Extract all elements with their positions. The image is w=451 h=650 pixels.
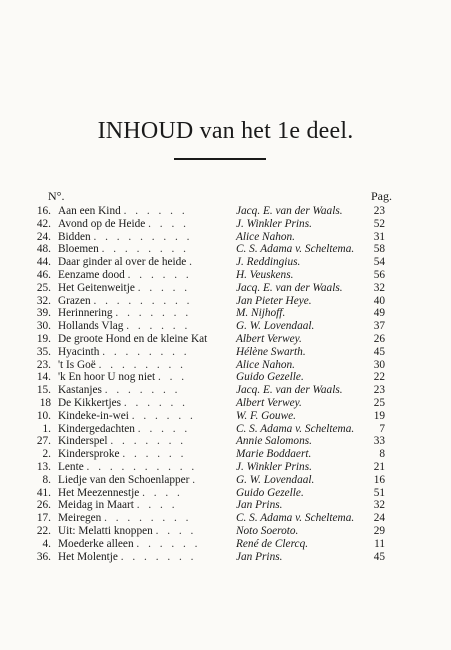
- entry-title: Bidden: [58, 230, 91, 243]
- entry-number: 26.: [36, 499, 51, 512]
- entry-page: 19: [373, 409, 385, 422]
- entry-number: 32.: [36, 294, 51, 307]
- entry-number: 30.: [36, 320, 51, 333]
- entry-page: 51: [373, 486, 385, 499]
- entry-author: Jan Prins.: [236, 550, 283, 563]
- toc-entry: [0, 243, 451, 256]
- entry-author: Hélène Swarth.: [236, 345, 306, 358]
- dot-leader: . . . . . . . .: [102, 345, 190, 358]
- dot-leader: . . . . . .: [131, 409, 196, 422]
- entry-number: 8.: [42, 473, 51, 486]
- entry-title-cell: [58, 538, 233, 551]
- toc-entry: [0, 448, 451, 461]
- entry-number: 24.: [36, 230, 51, 243]
- entry-title-cell: [58, 295, 233, 308]
- entry-author: Alice Nahon.: [236, 230, 295, 243]
- entry-title: Herinnering: [58, 307, 113, 320]
- entry-author: Guido Gezelle.: [236, 371, 304, 384]
- entry-number: 46.: [36, 268, 51, 281]
- entry-author: W. F. Gouwe.: [236, 409, 296, 422]
- entry-author: C. S. Adama v. Scheltema.: [236, 512, 355, 525]
- page-title: INHOUD van het 1e deel.: [97, 118, 354, 144]
- toc-entry: [0, 410, 451, 423]
- toc-entry: [0, 359, 451, 372]
- entry-page: 54: [373, 256, 385, 269]
- dot-leader: . . . . . . .: [120, 550, 197, 563]
- toc-entry: [0, 512, 451, 525]
- entry-author: Jacq. E. van der Waals.: [236, 281, 343, 294]
- entry-title: Kastanjes: [58, 384, 102, 397]
- entry-author: H. Veuskens.: [236, 268, 294, 281]
- entry-page: 32: [373, 499, 385, 512]
- entry-page: 25: [373, 396, 385, 409]
- entry-number: 23.: [36, 358, 51, 371]
- entry-author: C. S. Adama v. Scheltema.: [236, 422, 355, 435]
- entry-title: 'k En hoor U nog niet: [58, 371, 156, 384]
- entry-title-cell: [58, 384, 233, 397]
- entry-author: J. Winkler Prins.: [236, 217, 312, 230]
- dot-leader: . . . . . . . . . .: [86, 460, 198, 473]
- entry-title: Liedje van den Schoenlapper: [58, 473, 190, 486]
- toc-entry: [0, 218, 451, 231]
- dot-leader: . . . . . . . . .: [93, 230, 193, 243]
- dot-leader: . . . . . . . .: [101, 243, 189, 256]
- entry-author: Guido Gezelle.: [236, 486, 304, 499]
- title-rule: [174, 158, 266, 160]
- toc-entry: [0, 333, 451, 346]
- entry-author: René de Clercq.: [236, 537, 309, 550]
- entry-number: 39.: [36, 307, 51, 320]
- entry-title: Avond op de Heide: [58, 217, 146, 230]
- entry-title-cell: [58, 205, 233, 218]
- entry-page: 45: [373, 550, 385, 563]
- entry-author: Marie Boddaert.: [236, 448, 312, 461]
- table-of-contents: [0, 205, 451, 563]
- page-column-header: Pag.: [371, 189, 392, 203]
- entry-title-cell: [58, 307, 233, 320]
- entry-title-cell: [58, 243, 233, 256]
- entry-page: 29: [373, 524, 385, 537]
- entry-page: 31: [373, 230, 385, 243]
- toc-entry: [0, 474, 451, 487]
- dot-leader: .: [189, 256, 195, 269]
- entry-page: 52: [373, 217, 385, 230]
- entry-title: Daar ginder al over de heide: [58, 256, 187, 269]
- entry-author: G. W. Lovendaal.: [236, 320, 315, 333]
- entry-title-cell: [58, 423, 233, 436]
- entry-title-cell: [58, 525, 233, 538]
- entry-page: 33: [373, 435, 385, 448]
- entry-title: 't Is Goë: [58, 358, 96, 371]
- entry-page: 24: [373, 512, 385, 525]
- entry-title-cell: [58, 448, 233, 461]
- entry-number: 27.: [36, 435, 51, 448]
- entry-number: 15.: [36, 384, 51, 397]
- toc-entry: [0, 384, 451, 397]
- entry-author: C. S. Adama v. Scheltema.: [236, 243, 355, 256]
- toc-entry: [0, 205, 451, 218]
- toc-entry: [0, 231, 451, 244]
- entry-title: De Kikkertjes: [58, 396, 122, 409]
- toc-entry: [0, 461, 451, 474]
- entry-page: 32: [373, 281, 385, 294]
- entry-title-cell: [58, 474, 233, 487]
- entry-title: Meiregen: [58, 512, 102, 525]
- entry-number: 22.: [36, 524, 51, 537]
- dot-leader: .: [192, 473, 199, 486]
- entry-title-cell: [58, 359, 233, 372]
- toc-entry: [0, 346, 451, 359]
- entry-page: 30: [373, 358, 385, 371]
- entry-author: M. Nijhoff.: [236, 307, 286, 320]
- entry-author: Jacq. E. van der Waals.: [236, 205, 343, 217]
- entry-title-cell: [58, 551, 233, 564]
- entry-page: 16: [373, 473, 385, 486]
- dot-leader: . . . .: [136, 499, 178, 512]
- dot-leader: . . . . . . . .: [98, 358, 187, 371]
- entry-number: 17.: [36, 512, 51, 525]
- entry-title: Het Geitenweitje: [58, 281, 135, 294]
- entry-title: Aan een Kind: [58, 205, 121, 217]
- dot-leader: . . . . . .: [123, 396, 188, 409]
- dot-leader: . . . . . . .: [110, 435, 187, 448]
- toc-entry: [0, 435, 451, 448]
- entry-number: 10.: [36, 409, 51, 422]
- entry-page: 49: [373, 307, 385, 320]
- toc-entry: [0, 371, 451, 384]
- dot-leader: . . . . . .: [136, 537, 201, 550]
- entry-title-cell: [58, 435, 233, 448]
- entry-title: Kindergedachten: [58, 422, 135, 435]
- entry-author: Albert Verwey.: [236, 332, 302, 345]
- toc-entry: [0, 256, 451, 269]
- toc-entry: [0, 525, 451, 538]
- entry-page: 23: [373, 205, 385, 217]
- dot-leader: . . . .: [155, 524, 197, 537]
- entry-title: De groote Hond en de kleine Kat: [58, 332, 208, 345]
- entry-title: Moederke alleen: [58, 537, 134, 550]
- entry-number: 16.: [36, 205, 51, 217]
- entry-title-cell: [58, 269, 233, 282]
- entry-author: Alice Nahon.: [236, 358, 295, 371]
- entry-number: 42.: [36, 217, 51, 230]
- dot-leader: . . . . . . . . .: [93, 294, 193, 307]
- toc-entry: [0, 397, 451, 410]
- entry-page: 26: [373, 332, 385, 345]
- toc-entry: [0, 282, 451, 295]
- entry-title-cell: [58, 499, 233, 512]
- entry-number: 48.: [36, 243, 51, 256]
- entry-page: 45: [373, 345, 385, 358]
- entry-title: Eenzame dood: [58, 268, 125, 281]
- entry-title-cell: [58, 256, 233, 269]
- entry-page: 8: [379, 448, 385, 461]
- entry-number: 18: [39, 396, 51, 409]
- entry-author: J. Reddingius.: [236, 256, 301, 269]
- entry-number: 2.: [42, 448, 51, 461]
- entry-author: Annie Salomons.: [236, 435, 312, 448]
- entry-title: Lente: [58, 460, 84, 473]
- dot-leader: . . . . . . .: [104, 384, 181, 397]
- entry-title-cell: [58, 371, 233, 384]
- dot-leader: . . . . . . .: [115, 307, 192, 320]
- entry-title: Meidag in Maart: [58, 499, 134, 512]
- number-column-header: N°.: [48, 189, 65, 203]
- dot-leader: . . . . . .: [122, 448, 187, 461]
- entry-title-cell: [58, 487, 233, 500]
- toc-entry: [0, 320, 451, 333]
- entry-title: Hyacinth: [58, 345, 100, 358]
- toc-entry: [0, 295, 451, 308]
- entry-author: J. Winkler Prins.: [236, 460, 312, 473]
- toc-entry: [0, 423, 451, 436]
- entry-title-cell: [58, 512, 233, 525]
- entry-title-cell: [58, 333, 233, 346]
- entry-title: Kindersproke: [58, 448, 120, 461]
- entry-title-cell: [58, 282, 233, 295]
- entry-title: Hollands Vlag: [58, 320, 124, 333]
- toc-entry: [0, 551, 451, 564]
- entry-page: 40: [373, 294, 385, 307]
- toc-entry: [0, 538, 451, 551]
- entry-page: 7: [379, 422, 385, 435]
- entry-title: Het Meezennestje: [58, 486, 140, 499]
- entry-author: Jacq. E. van der Waals.: [236, 384, 343, 397]
- entry-author: Albert Verwey.: [236, 396, 302, 409]
- entry-page: 22: [373, 371, 385, 384]
- entry-author: Jan Prins.: [236, 499, 283, 512]
- toc-entry: [0, 499, 451, 512]
- entry-number: 25.: [36, 281, 51, 294]
- dot-leader: . . . .: [142, 486, 183, 499]
- entry-number: 36.: [36, 550, 51, 563]
- entry-title-cell: [58, 397, 233, 410]
- toc-entry: [0, 487, 451, 500]
- entry-title: Kindeke-in-wei: [58, 409, 129, 422]
- dot-leader: . . .: [157, 371, 188, 384]
- entry-number: 35.: [36, 345, 51, 358]
- toc-entry: [0, 269, 451, 282]
- entry-title: Kinderspel: [58, 435, 108, 448]
- entry-number: 1.: [42, 422, 51, 435]
- entry-page: 21: [373, 460, 385, 473]
- entry-title-cell: [58, 410, 233, 423]
- entry-page: 23: [373, 384, 385, 397]
- dot-leader: . . . .: [148, 217, 189, 230]
- entry-author: G. W. Lovendaal.: [236, 473, 315, 486]
- entry-title: Uit: Melatti knoppen: [58, 524, 153, 537]
- entry-title: Grazen: [58, 294, 91, 307]
- entry-title-cell: [58, 320, 233, 333]
- entry-number: 19.: [36, 332, 51, 345]
- entry-page: 11: [374, 537, 385, 550]
- dot-leader: . . . . . . . .: [104, 512, 192, 525]
- entry-title-cell: [58, 346, 233, 359]
- dot-leader: . . . . .: [137, 422, 191, 435]
- entry-number: 41.: [36, 486, 51, 499]
- entry-page: 56: [373, 268, 385, 281]
- entry-title-cell: [58, 461, 233, 474]
- entry-title-cell: [58, 231, 233, 244]
- entry-number: 44.: [36, 256, 51, 269]
- entry-number: 14.: [36, 371, 51, 384]
- entry-page: 58: [373, 243, 385, 256]
- entry-author: Jan Pieter Heye.: [236, 294, 312, 307]
- dot-leader: . . . . .: [137, 281, 191, 294]
- entry-title: Het Molentje: [58, 550, 118, 563]
- entry-author: Noto Soeroto.: [236, 524, 299, 537]
- entry-title: Bloemen: [58, 243, 99, 256]
- entry-number: 13.: [36, 460, 51, 473]
- dot-leader: . . . . . .: [126, 320, 191, 333]
- entry-title-cell: [58, 218, 233, 231]
- toc-entry: [0, 307, 451, 320]
- dot-leader: . . . . . .: [127, 268, 192, 281]
- dot-leader: . . . . . .: [123, 205, 188, 217]
- entry-page: 37: [373, 320, 385, 333]
- entry-number: 4.: [42, 537, 51, 550]
